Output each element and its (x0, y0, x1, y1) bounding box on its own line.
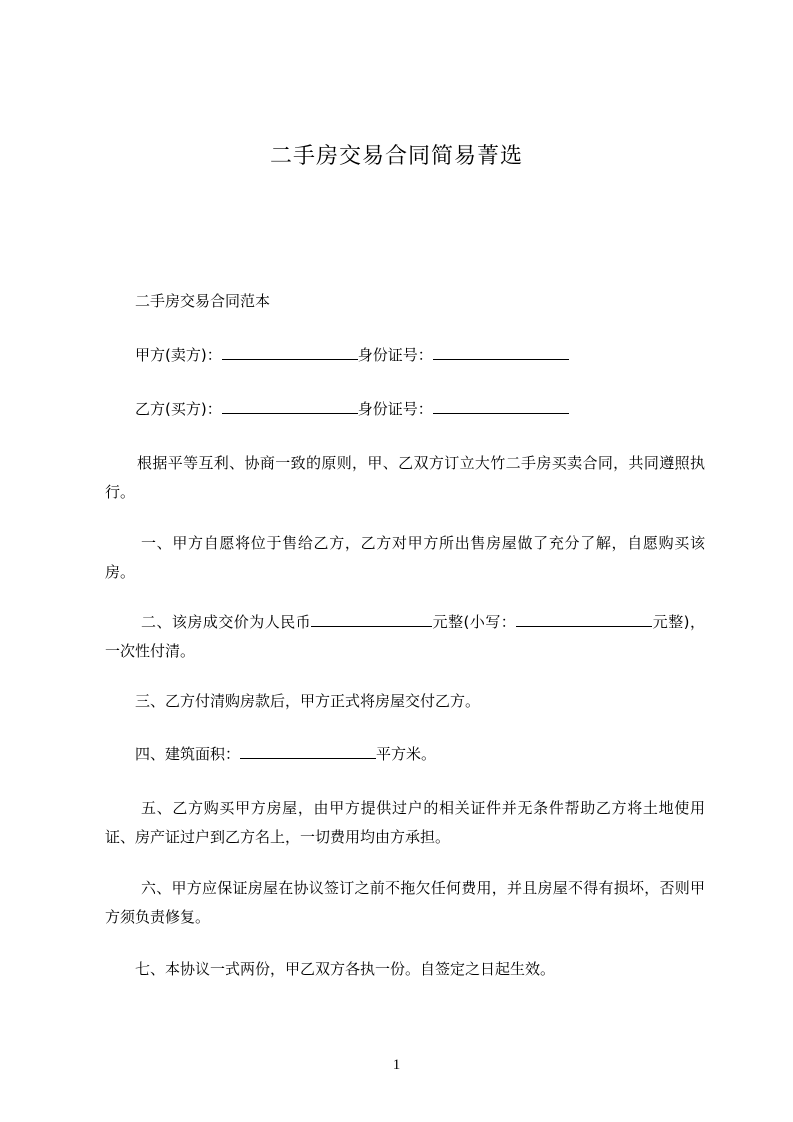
party-a-label: 甲方(卖方)： (135, 346, 222, 364)
clause-2-suffix: 元整)，一次性付清。 (105, 613, 705, 660)
party-a-name-blank[interactable] (222, 342, 358, 360)
party-a-line (105, 341, 705, 370)
party-b-id-label: 身份证号： (357, 400, 433, 418)
party-b-name-blank[interactable] (222, 396, 358, 414)
page-number: 1 (392, 1057, 401, 1073)
party-a-id-blank[interactable] (433, 342, 569, 360)
clause-1-paragraph: 一、甲方自愿将位于售给乙方，乙方对甲方所出售房屋做了充分了解，自愿购买该房。 (105, 534, 705, 581)
clause-4-suffix: 平方米。 (376, 745, 437, 763)
clause-2-middle: 元整(小写： (432, 613, 517, 631)
subtitle-text: 二手房交易合同范本 (135, 292, 271, 310)
clause-7-paragraph: 七、本协议一式两份，甲乙双方各执一份。自签定之日起生效。 (135, 960, 556, 978)
party-b-label: 乙方(买方)： (135, 400, 222, 418)
document-subtitle (105, 287, 705, 316)
price-words-blank[interactable] (311, 609, 432, 627)
clause-3-paragraph: 三、乙方付清购房款后，甲方正式将房屋交付乙方。 (135, 692, 481, 710)
party-b-id-blank[interactable] (433, 396, 569, 414)
area-blank[interactable] (240, 741, 376, 759)
clause-6-paragraph: 六、甲方应保证房屋在协议签订之前不拖欠任何费用，并且房屋不得有损坏，否则甲方须负责修复。 (105, 879, 705, 926)
clause-2-paragraph (105, 608, 705, 666)
clause-5-paragraph: 五、乙方购买甲方房屋，由甲方提供过户的相关证件并无条件帮助乙方将土地使用证、房产证过户到乙方名上，一切费用均由方承担。 (105, 799, 705, 846)
price-figures-blank[interactable] (516, 609, 652, 627)
party-b-line (105, 395, 705, 424)
clause-4-prefix: 四、建筑面积： (135, 745, 241, 763)
clause-2-prefix: 二、该房成交价为人民币 (141, 613, 312, 631)
clause-4-paragraph (105, 740, 705, 769)
preamble-paragraph: 根据平等互利、协商一致的原则，甲、乙双方订立大竹二手房买卖合同，共同遵照执行。 (105, 454, 705, 501)
party-a-id-label: 身份证号： (357, 346, 433, 364)
document-title: 二手房交易合同简易菁选 (269, 144, 523, 169)
